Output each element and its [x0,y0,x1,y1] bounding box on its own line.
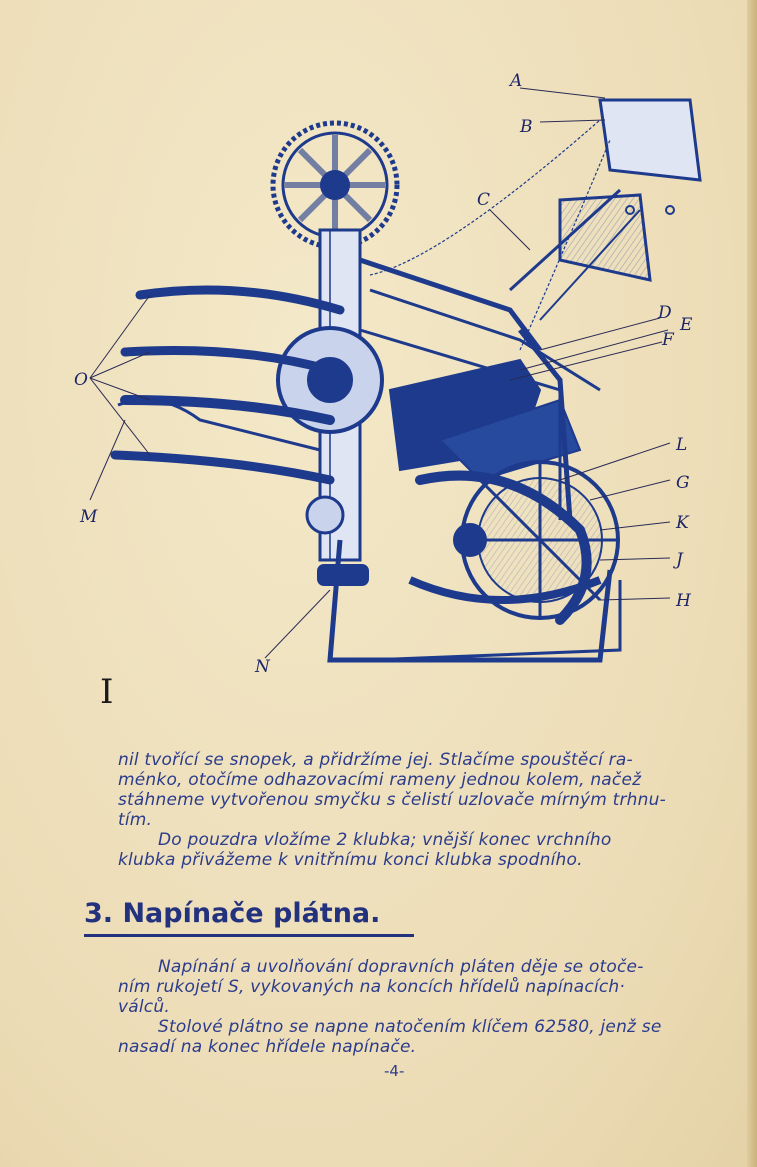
label-n: N [255,657,270,677]
label-a: A [510,71,523,91]
page-number: -4- [384,1062,405,1080]
text-line: nasadí na konec hřídele napínače. [118,1037,417,1057]
text-line: nil tvořící se snopek, a přidržíme jej. Stlačíme spouštěcí ra- [118,750,633,770]
text-line: Stolové plátno se napne natočením klíčem 62580, jenž se [158,1017,662,1037]
label-l: L [676,435,688,455]
label-b: B [520,117,533,137]
label-c: C [477,190,491,210]
text-line: klubka přivážeme k vnitřnímu konci klubka spodního. [118,850,583,870]
label-g: G [676,473,690,493]
text-line: tím. [118,810,153,830]
text-line: Napínání a uvolňování dopravních pláten děje se otoče- [158,957,644,977]
label-f: F [662,330,674,350]
label-e: E [680,315,693,335]
label-h: H [676,591,691,611]
label-o: O [74,370,88,390]
heading-underline [84,934,414,937]
text-line: ménko, otočíme odhazovacími rameny jednou kolem, načež [118,770,642,790]
plate-number: I [100,672,114,712]
text-line: válců. [118,997,170,1017]
label-d: D [658,303,672,323]
machine-illustration [40,60,740,710]
section-heading [84,898,380,929]
section-heading-text: 3. Napínače plátna. [84,898,381,929]
text-line: ním rukojetí S, vykovaných na koncích hřídelů napínacích· [118,977,625,997]
text-line: Do pouzdra vložíme 2 klubka; vnější konec vrchního [158,830,612,850]
label-j: J [676,550,683,570]
text-line: stáhneme vytvořenou smyčku s čelistí uzlovače mírným trhnu- [118,790,666,810]
section3-paragraph [118,957,728,1057]
page-edge [747,0,757,1167]
intro-paragraph [118,750,728,870]
label-m: M [80,507,98,527]
label-k: K [676,513,689,533]
